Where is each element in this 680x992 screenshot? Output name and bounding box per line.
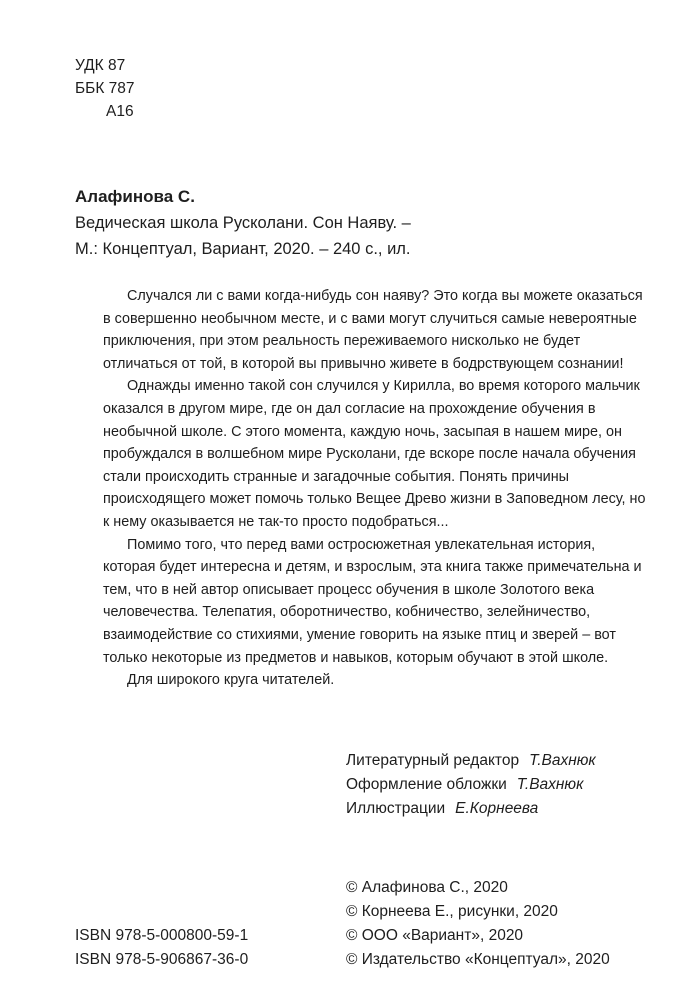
- copyright-list: [346, 876, 610, 972]
- udk-code: УДК 87: [75, 57, 126, 74]
- book-title: Ведическая школа Русколани. Сон Наяву. –: [75, 214, 411, 232]
- credit-name: Т.Вахнюк: [516, 776, 584, 793]
- credits: [346, 749, 596, 821]
- credit-row: [346, 749, 596, 773]
- audience-note: Для широкого круга читателей.: [127, 672, 335, 689]
- copyright-line: © Алафинова С., 2020: [346, 879, 508, 896]
- author-mark: А16: [106, 103, 134, 120]
- author-name: Алафинова С.: [75, 187, 195, 206]
- copyright-line: © ООО «Вариант», 2020: [346, 927, 524, 944]
- abstract-paragraph: Случался ли с вами когда-нибудь сон наяву? Это когда вы можете оказаться в совершенно необычном месте, и с вами могут случиться самые невероятные приключения, при этом реальность переживаемого нисколько не будет отличаться от той, в которой вы привычно живете в бодрствующем сознании!: [103, 288, 643, 372]
- credit-name: Т.Вахнюк: [529, 752, 596, 769]
- bbk-code: ББК 787: [75, 80, 135, 97]
- isbn-list: [75, 924, 248, 972]
- credit-role: Литературный редактор: [346, 752, 520, 769]
- abstract-paragraph: Однажды именно такой сон случился у Кирилла, во время которого мальчик оказался в другом мире, где он дал согласие на прохождение обучения в необычной школе. С этого момента, каждую ночь, засыпая в нашем мире, он пробуждался в волшебном мире Русколани, где вскоре после начала обучения стали происходить странные и загадочные события. Понять причины происходящего может помочь только Вещее Древо жизни в Заповедном лесу, но к нему оказывается не так-то просто подобраться...: [103, 378, 646, 530]
- classification-codes: [75, 54, 135, 123]
- copyright-line: © Издательство «Концептуал», 2020: [346, 951, 610, 968]
- credit-role: Оформление обложки: [346, 776, 507, 793]
- isbn: ISBN 978-5-000800-59-1: [75, 927, 249, 944]
- imprint: М.: Концептуал, Вариант, 2020. – 240 с., ил.: [75, 240, 411, 258]
- bibliographic-record: [75, 184, 411, 262]
- abstract-paragraph: Помимо того, что перед вами остросюжетная увлекательная история, которая будет интересна и детям, и взрослым, эта книга также примечательна и тем, что в ней автор описывает процесс обучения в школе Золотого века человечества. Телепатия, оборотничество, кобничество, зелейничество, взаимодействие со стихиями, умение говорить на языке птиц и зверей – вот только некоторые из предметов и навыков, которым обучают в этой школе.: [103, 536, 642, 666]
- credit-row: [346, 797, 596, 821]
- credit-row: [346, 773, 596, 797]
- copyright-line: © Корнеева Е., рисунки, 2020: [346, 903, 558, 920]
- credit-role: Иллюстрации: [346, 800, 446, 817]
- isbn: ISBN 978-5-906867-36-0: [75, 951, 249, 968]
- credit-name: Е.Корнеева: [455, 800, 539, 817]
- abstract: [103, 285, 648, 692]
